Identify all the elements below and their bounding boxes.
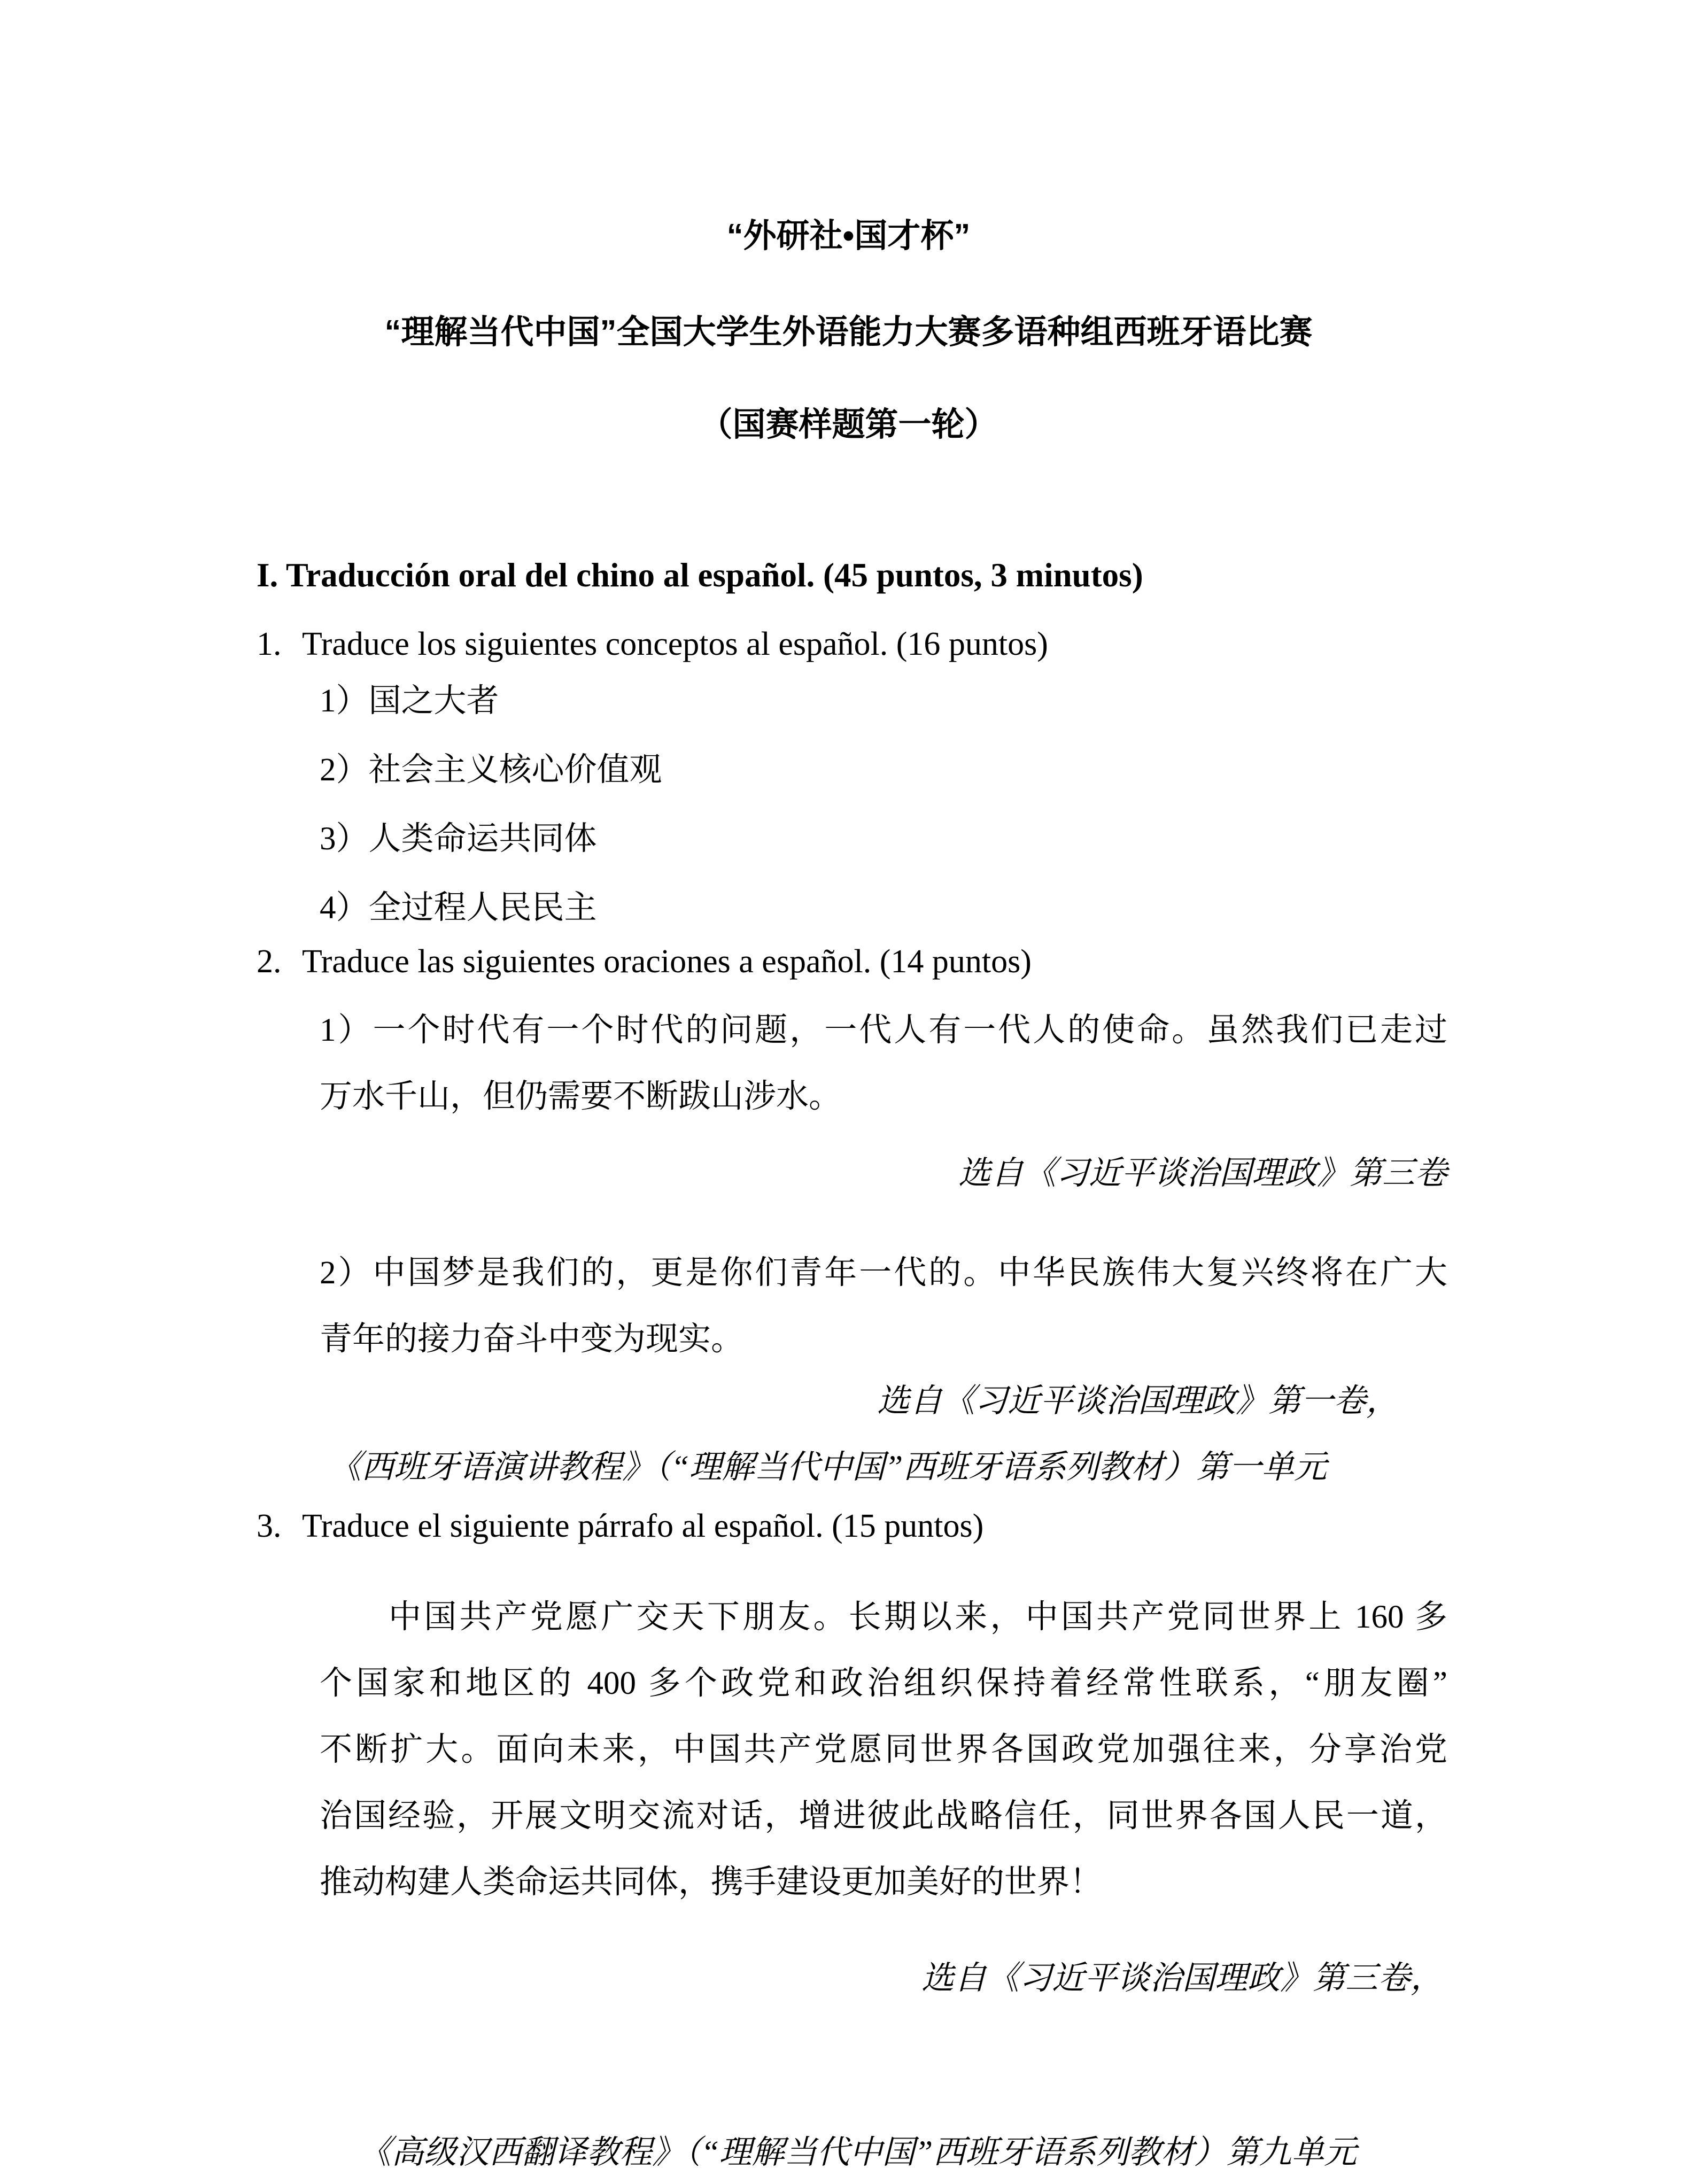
item-1 <box>257 625 1048 663</box>
concept-2: 2）社会主义核心价值观 <box>320 752 662 788</box>
page-title-line-3: （国赛样题第一轮） <box>699 406 998 443</box>
item-3 <box>257 1507 983 1545</box>
paragraph-line-3: 不断扩大。面向未来，中国共产党愿同世界各国政党加强往来，分享治党 <box>320 1732 1447 1768</box>
item-2-number: 2. <box>257 943 282 980</box>
sentence-2-line-2: 青年的接力奋斗中变为现实。 <box>320 1321 744 1357</box>
source-attribution-2-line-1: 选自《习近平谈治国理政》第一卷， <box>877 1383 1399 1419</box>
source-attribution-1: 选自《习近平谈治国理政》第三卷 <box>958 1156 1447 1191</box>
source-attribution-3-line-2: 《高级汉西翻译教程》（“理解当代中国”西班牙语系列教材）第九单元 <box>359 2135 1357 2171</box>
item-1-label: Traduce los siguientes conceptos al español. (16 puntos) <box>302 626 1048 662</box>
concept-1: 1）国之大者 <box>320 683 499 719</box>
page-title-line-1: “外研社•国才杯” <box>726 218 971 254</box>
source-attribution-2-line-2: 《西班牙语演讲教程》（“理解当代中国”西班牙语系列教材）第一单元 <box>329 1450 1327 1485</box>
concept-3: 3）人类命运共同体 <box>320 821 597 857</box>
item-2-label: Traduce las siguientes oraciones a español. (14 puntos) <box>302 943 1032 980</box>
source-attribution-3-line-1: 选自《习近平谈治国理政》第三卷， <box>921 1961 1443 1996</box>
section-heading: I. Traducción oral del chino al español. (45 puntos, 3 minutos) <box>257 556 1143 594</box>
item-1-number: 1. <box>257 626 282 662</box>
paragraph-line-2: 个国家和地区的 400 多个政党和政治组织保持着经常性联系，“朋友圈” <box>320 1666 1447 1701</box>
sentence-1-line-2: 万水千山，但仍需要不断跋山涉水。 <box>320 1079 842 1114</box>
paragraph-line-5: 推动构建人类命运共同体，携手建设更加美好的世界！ <box>320 1864 1103 1900</box>
sentence-1-line-1: 1）一个时代有一个时代的问题，一代人有一代人的使命。虽然我们已走过 <box>320 1012 1447 1048</box>
page-title-line-2: “理解当代中国”全国大学生外语能力大赛多语种组西班牙语比赛 <box>384 314 1313 351</box>
concept-4: 4）全过程人民民主 <box>320 890 597 926</box>
item-2 <box>257 943 1032 981</box>
sentence-2-line-1: 2）中国梦是我们的，更是你们青年一代的。中华民族伟大复兴终将在广大 <box>320 1255 1447 1291</box>
paragraph-line-4: 治国经验，开展文明交流对话，增进彼此战略信任，同世界各国人民一道， <box>320 1798 1447 1834</box>
paragraph-line-1: 中国共产党愿广交天下朋友。长期以来，中国共产党同世界上 160 多 <box>389 1599 1447 1635</box>
item-3-number: 3. <box>257 1508 282 1544</box>
item-3-label: Traduce el siguiente párrafo al español. (15 puntos) <box>302 1508 984 1544</box>
